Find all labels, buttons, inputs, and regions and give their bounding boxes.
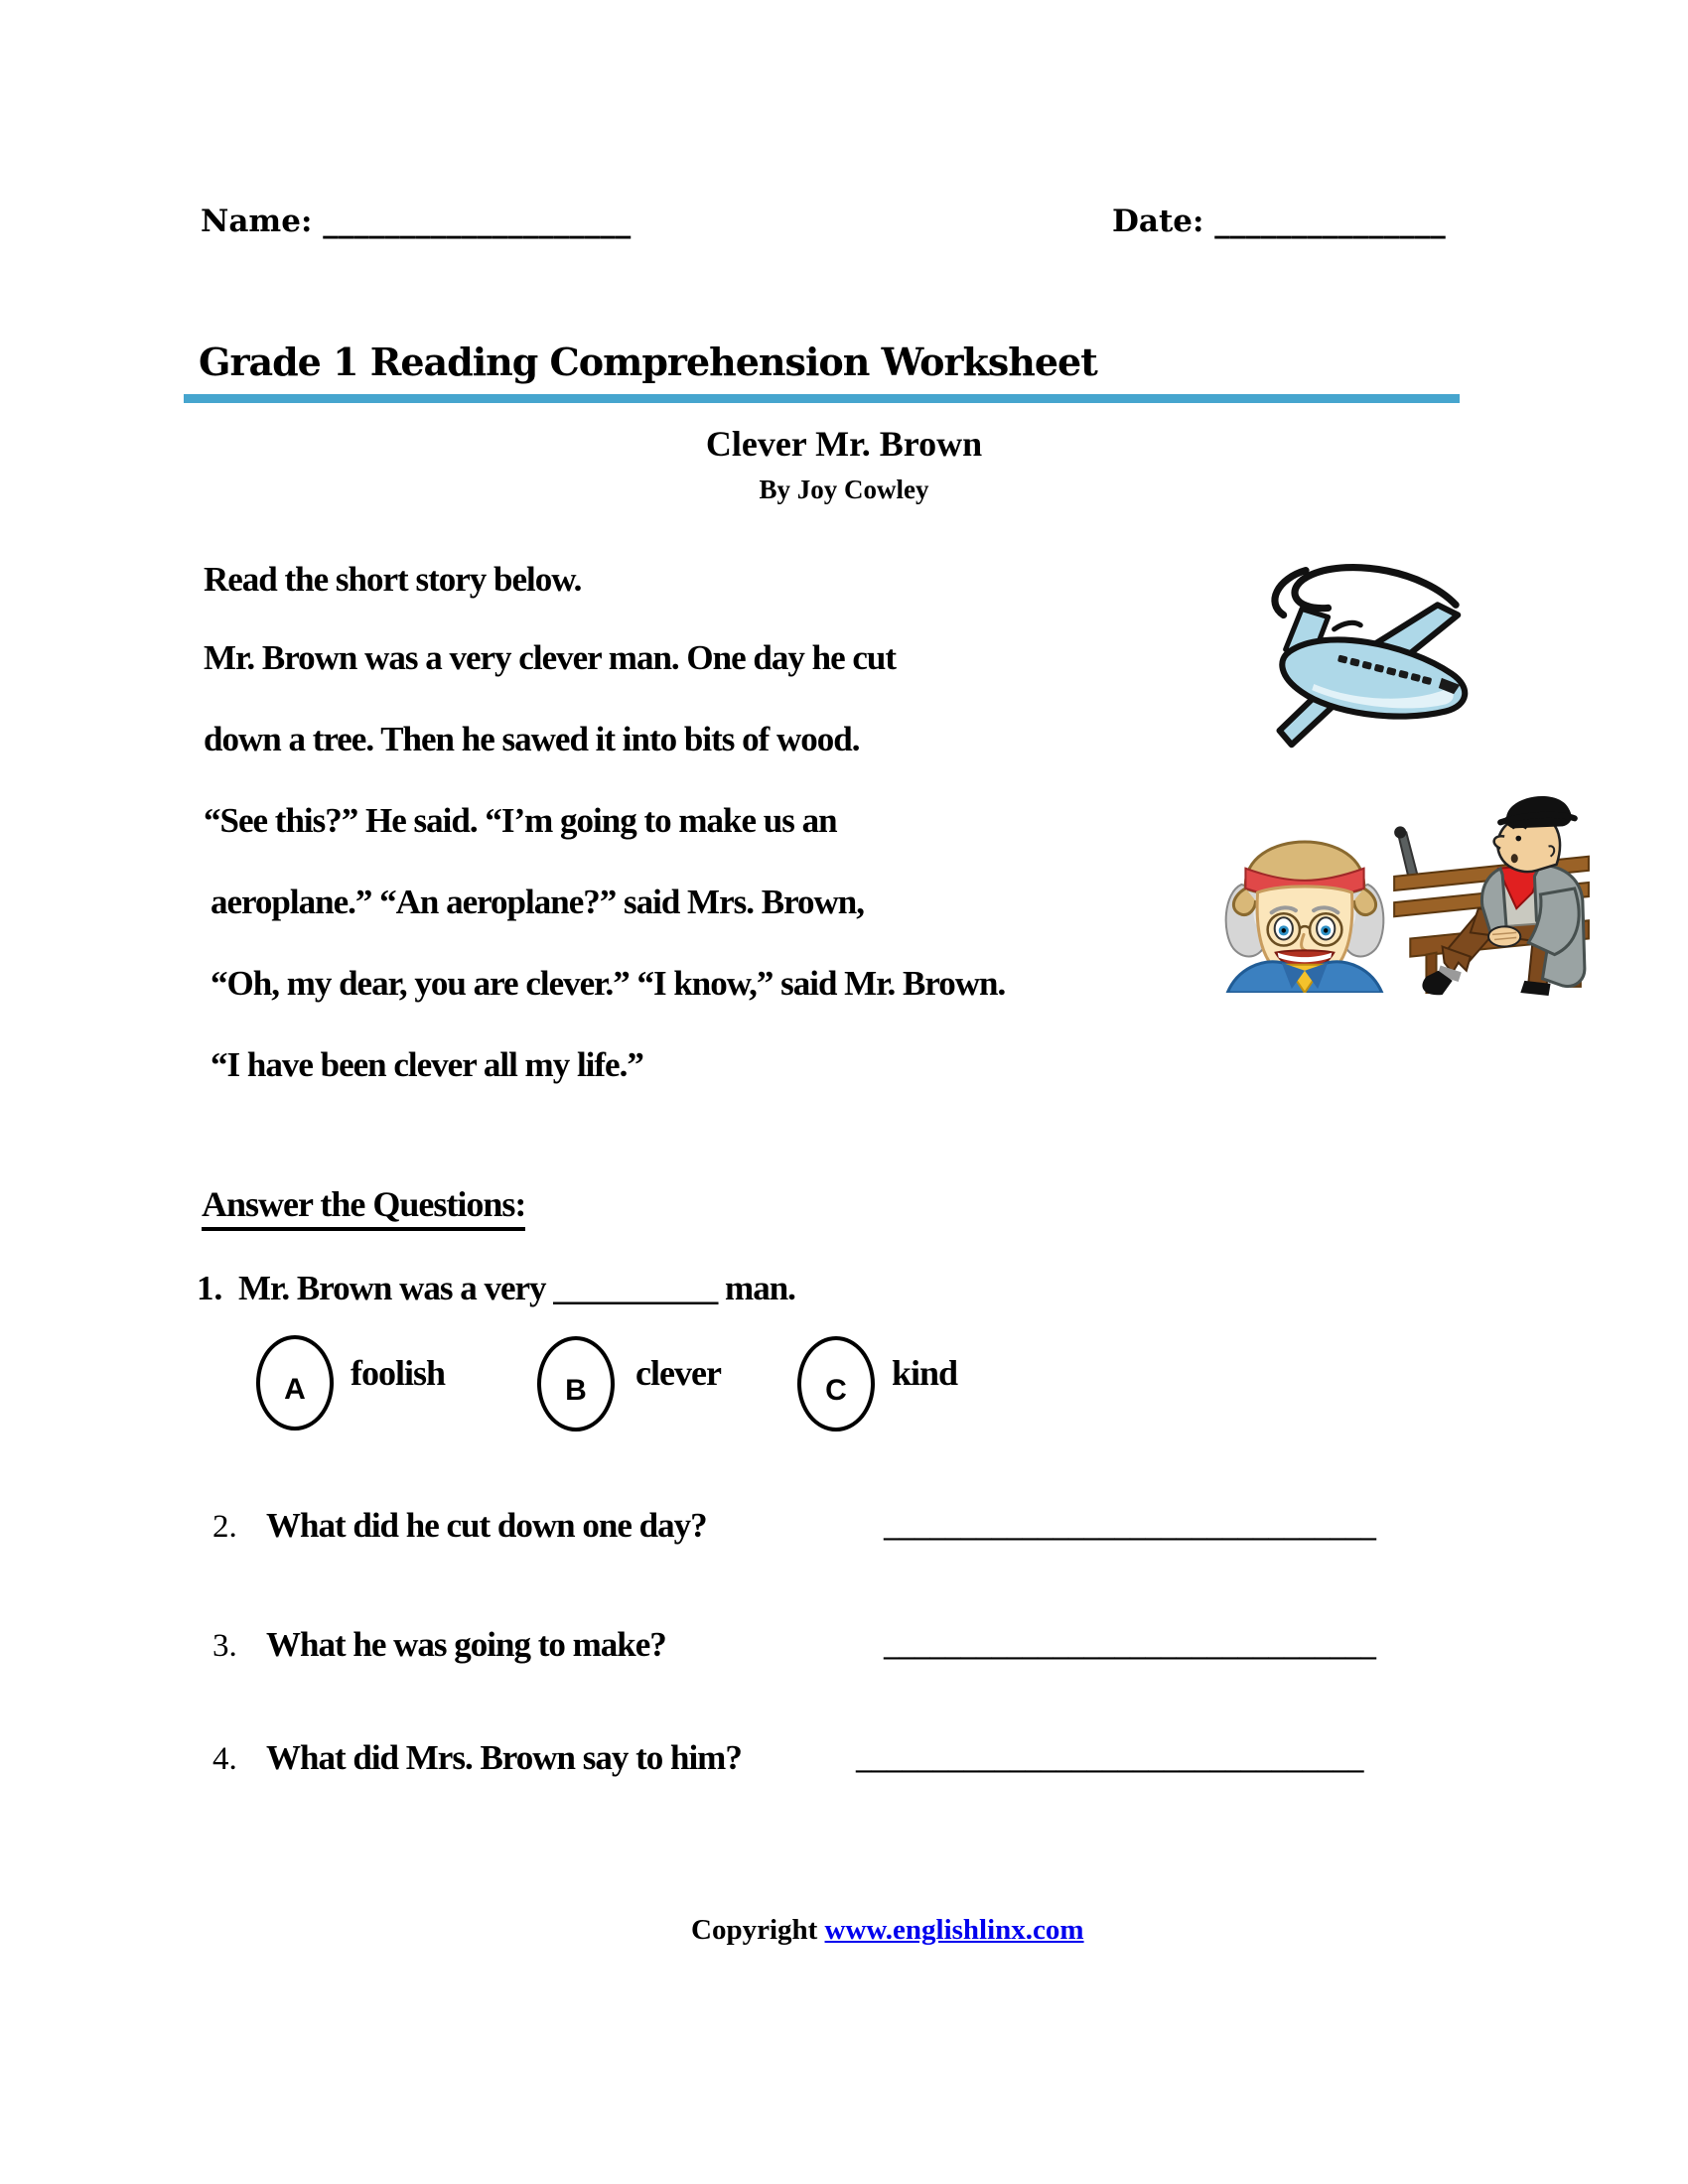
instruction-line: Read the short story below. (204, 560, 582, 599)
man-on-bench-icon (1382, 780, 1593, 999)
airplane-icon (1253, 558, 1496, 766)
footer-copyright (691, 1914, 1084, 1947)
question-4-number: 4. (212, 1741, 237, 1777)
question-4-text: What did Mrs. Brown say to him? (266, 1738, 742, 1777)
story-line: “See this?” He said. “I’m going to make us an (204, 801, 837, 840)
option-b-label: clever (635, 1353, 721, 1393)
question-3-answer-blank[interactable]: ________________________________ (884, 1627, 1376, 1662)
name-blank-line[interactable]: ____________________ (323, 204, 632, 239)
englishlinx-link[interactable]: www.englishlinx.com (824, 1914, 1084, 1946)
question-3-number: 3. (212, 1628, 237, 1664)
story-line: Mr. Brown was a very clever man. One day he cut (204, 638, 897, 677)
date-blank-line[interactable]: _______________ (1214, 204, 1446, 239)
worksheet-heading: Grade 1 Reading Comprehension Worksheet (199, 340, 1097, 384)
option-a-letter: A (284, 1373, 306, 1406)
question-1-text: Mr. Brown was a very __________ man. (238, 1269, 795, 1307)
question-3-text: What he was going to make? (266, 1625, 666, 1664)
question-2-number: 2. (212, 1509, 237, 1545)
story-line: “Oh, my dear, you are clever.” “I know,” said Mr. Brown. (211, 964, 1006, 1003)
story-line: down a tree. Then he sawed it into bits of wood. (204, 720, 860, 758)
story-line: “I have been clever all my life.” (211, 1045, 643, 1084)
option-c-letter: C (825, 1374, 847, 1407)
option-b-letter: B (565, 1374, 587, 1407)
mr-brown-bench-clipart-image (1382, 780, 1593, 999)
story-title: Clever Mr. Brown (705, 424, 983, 464)
story-byline: By Joy Cowley (759, 475, 929, 504)
name-label: Name: (201, 204, 313, 239)
date-label: Date: (1112, 204, 1204, 239)
option-c-label: kind (892, 1353, 958, 1393)
option-c-circle[interactable] (797, 1336, 875, 1432)
option-a-circle[interactable] (256, 1335, 334, 1431)
story-paragraph (204, 638, 1005, 1127)
story-line: aeroplane.” “An aeroplane?” said Mrs. Brown, (211, 883, 864, 921)
question-2-text: What did he cut down one day? (266, 1506, 707, 1545)
blue-divider-rule (184, 394, 1460, 403)
old-woman-icon (1219, 792, 1390, 993)
answer-questions-heading: Answer the Questions: (202, 1183, 525, 1231)
option-a-label: foolish (351, 1353, 446, 1393)
copyright-label: Copyright (691, 1914, 818, 1946)
mrs-brown-clipart-image (1219, 792, 1390, 993)
date-row (1112, 204, 1446, 239)
airplane-clipart-image (1253, 558, 1496, 766)
option-b-circle[interactable] (537, 1336, 615, 1432)
question-1-number: 1. (197, 1269, 223, 1307)
question-2-answer-blank[interactable]: ________________________________ (884, 1508, 1376, 1543)
name-row (201, 204, 631, 239)
question-4-answer-blank[interactable]: _________________________________ (856, 1740, 1364, 1775)
